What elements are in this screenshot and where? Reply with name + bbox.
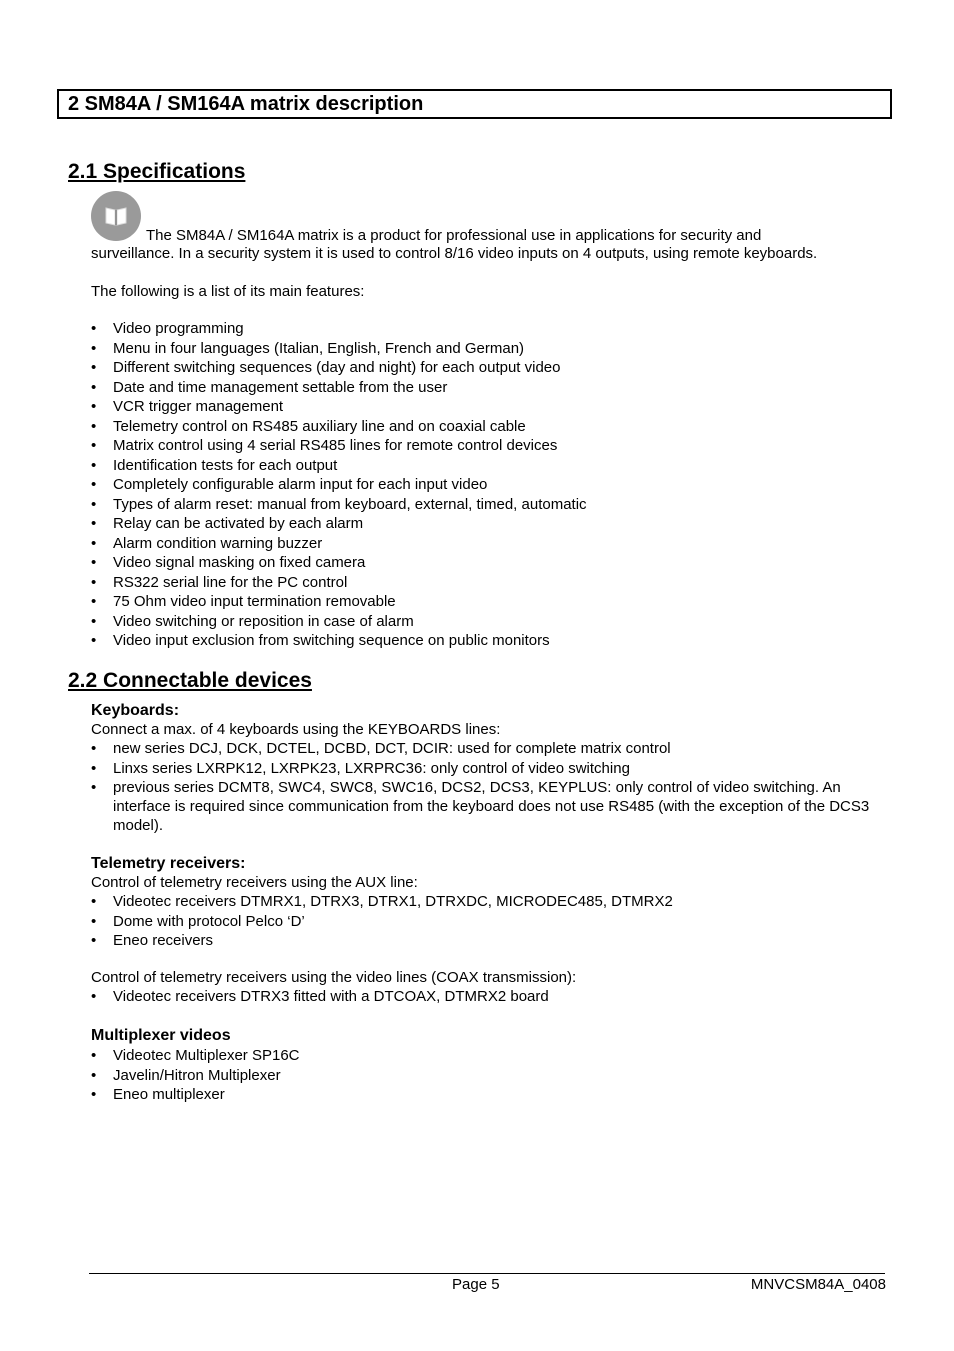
keyboards-list (91, 739, 881, 835)
multiplexer-title: Multiplexer videos (91, 1027, 231, 1044)
list-item: • Linxs series LXRPK12, LXRPK23, LXRPRC36: only control of video switching (91, 759, 881, 779)
keyboards-intro: Connect a max. of 4 keyboards using the KEYBOARDS lines: (91, 721, 501, 738)
list-item: • Date and time management settable from the user (91, 378, 881, 398)
list-item: • Identification tests for each output (91, 456, 881, 476)
list-item: • Matrix control using 4 serial RS485 lines for remote control devices (91, 436, 881, 456)
list-item: • Videotec Multiplexer SP16C (91, 1046, 881, 1066)
list-item: • Videotec receivers DTMRX1, DTRX3, DTRX1, DTRXDC, MICRODEC485, DTMRX2 (91, 892, 881, 912)
features-intro: The following is a list of its main features: (91, 283, 365, 300)
list-item: • VCR trigger management (91, 397, 881, 417)
list-item: • Different switching sequences (day and night) for each output video (91, 358, 881, 378)
list-item: • Alarm condition warning buzzer (91, 534, 881, 554)
list-item: • Videotec receivers DTRX3 fitted with a DTCOAX, DTMRX2 board (91, 987, 881, 1007)
list-item: • Menu in four languages (Italian, English, French and German) (91, 339, 881, 359)
list-item: • Video programming (91, 319, 881, 339)
intro-line-2: surveillance. In a security system it is used to control 8/16 video inputs on 4 outputs, using remote keyboards. (91, 245, 818, 262)
list-item: • RS322 serial line for the PC control (91, 573, 881, 593)
telemetry-coax-list (91, 987, 881, 1007)
list-item: • Telemetry control on RS485 auxiliary line and on coaxial cable (91, 417, 881, 437)
footer-divider (89, 1273, 885, 1274)
document-code: MNVCSM84A_0408 (750, 1276, 886, 1293)
keyboards-title: Keyboards: (91, 702, 180, 719)
list-item: • Completely configurable alarm input for each input video (91, 475, 881, 495)
intro-line-1: The SM84A / SM164A matrix is a product for professional use in applications for security and (146, 227, 762, 244)
telemetry-aux-list (91, 892, 881, 951)
section-heading-connectable-devices: 2.2 Connectable devices (68, 669, 312, 692)
list-item: • Eneo receivers (91, 931, 881, 951)
telemetry-title: Telemetry receivers: (91, 855, 246, 872)
list-item: • new series DCJ, DCK, DCTEL, DCBD, DCT, DCIR: used for complete matrix control (91, 739, 881, 759)
list-item: • previous series DCMT8, SWC4, SWC8, SWC16, DCS2, DCS3, KEYPLUS: only control of video switching. An interface is required since communication from the keyboard does not use RS485 (with the exception of the DCS3 model). (91, 778, 881, 835)
telemetry-aux-intro: Control of telemetry receivers using the AUX line: (91, 874, 418, 891)
features-list (91, 319, 881, 651)
multiplexer-list (91, 1046, 881, 1105)
list-item: • Eneo multiplexer (91, 1085, 881, 1105)
intro-paragraph (91, 227, 881, 263)
list-item: • 75 Ohm video input termination removable (91, 592, 881, 612)
list-item: • Types of alarm reset: manual from keyboard, external, timed, automatic (91, 495, 881, 515)
list-item: • Dome with protocol Pelco ‘D’ (91, 912, 881, 932)
list-item: • Video switching or reposition in case of alarm (91, 612, 881, 632)
list-item: • Relay can be activated by each alarm (91, 514, 881, 534)
list-item: • Javelin/Hitron Multiplexer (91, 1066, 881, 1086)
chapter-title: 2 SM84A / SM164A matrix description (57, 89, 892, 119)
book-icon-glyph (104, 205, 128, 227)
telemetry-coax-intro: Control of telemetry receivers using the video lines (COAX transmission): (91, 969, 577, 986)
section-heading-specifications: 2.1 Specifications (68, 160, 246, 183)
list-item: • Video input exclusion from switching sequence on public monitors (91, 631, 881, 651)
page-number: Page 5 (452, 1276, 500, 1293)
list-item: • Video signal masking on fixed camera (91, 553, 881, 573)
